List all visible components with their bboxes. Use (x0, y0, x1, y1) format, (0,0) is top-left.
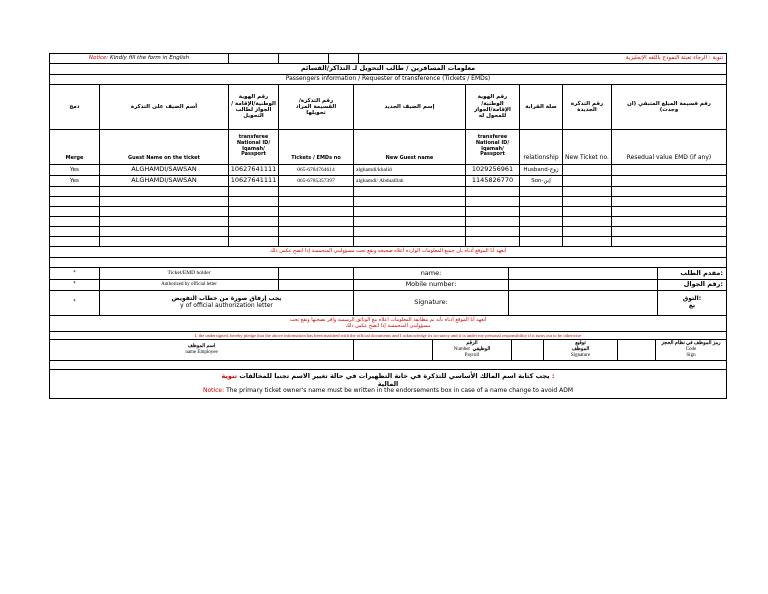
notice-row (49, 53, 727, 64)
payroll-ar-line2: الوظيفي (472, 347, 491, 353)
empty-cell[interactable] (50, 197, 99, 206)
cell-relationship[interactable]: Husband-زوج (519, 165, 562, 175)
header-transferee-id-ar: رقم الهوية الوطنية/الإقامة /الجواز لطالب التحويل (228, 85, 278, 129)
employee-name-en: name Employee (185, 350, 218, 355)
bottom-notice-ar-label: تنوية : (221, 372, 555, 381)
empty-cell[interactable] (99, 217, 228, 226)
notice-english-label: Notice: (88, 55, 109, 62)
bottom-notice-row (49, 370, 727, 399)
title-english: Passengers information / Requester of transference (Tickets / EMDs) (285, 75, 491, 83)
pledge-text: أتعهد أنا الموقع أدناه بأن جميع المعلومات الوارده أعلاه صحيحه وتقع تحت مسؤوليتي المتحمسة إذا اتضح عكس ذلك (269, 248, 507, 255)
employee-signature-label (543, 340, 617, 360)
verification-pledge-en-row (49, 332, 727, 340)
payroll-ar-line1: الرقم (466, 341, 478, 347)
table-row-empty (49, 227, 727, 237)
empty-cell[interactable] (353, 217, 465, 226)
booking-code-en-line2: Sign (686, 352, 696, 358)
empty-cell[interactable] (353, 197, 465, 206)
employee-signature-en: Signature (570, 352, 591, 358)
empty-cell[interactable] (519, 187, 562, 196)
cell-transferee-id[interactable]: 10627641111 (228, 165, 278, 175)
empty-cell[interactable] (278, 207, 353, 216)
employee-signature-input[interactable] (617, 340, 655, 360)
empty-cell[interactable] (519, 217, 562, 226)
title-arabic: معلومات المسافرين / طالب التحويل لـ التذاكر/القسائم (300, 64, 476, 73)
empty-cell[interactable] (99, 237, 228, 246)
empty-cell[interactable] (99, 197, 228, 206)
employee-signature-ar-line2: الموظف (571, 347, 590, 353)
empty-cell[interactable] (353, 237, 465, 246)
employee-name-ar: اسم الموظف (187, 344, 216, 350)
empty-cell (278, 280, 353, 290)
mark-asterisk: * (73, 269, 76, 276)
spacer-row (49, 361, 727, 370)
header-residual-en: Resedual value EMD (if any) (611, 129, 726, 164)
empty-cell (228, 54, 278, 63)
header-new-ticket-ar: رقم التذكرة الجديدة (562, 85, 611, 129)
booking-code-en-line1: Code (685, 347, 697, 353)
empty-cell[interactable] (611, 207, 726, 216)
header-new-guest-ar: إسم الضيف الجديد (353, 85, 465, 129)
header-tickets-ar: رقم التذكرة/القسيمة المراد تحويلها (278, 85, 353, 129)
empty-cell[interactable] (228, 227, 278, 236)
spacer-row (49, 258, 727, 268)
cell-residual[interactable] (611, 165, 726, 175)
cell-new-guest[interactable]: alghamdi/khalid (353, 165, 465, 175)
empty-cell[interactable] (519, 227, 562, 236)
cell-merge[interactable]: Yes (70, 166, 79, 173)
cell-new-id[interactable]: 1145826770 (465, 176, 519, 186)
empty-cell[interactable] (353, 187, 465, 196)
empty-cell[interactable] (562, 187, 611, 196)
empty-cell[interactable] (465, 187, 519, 196)
mobile-label-ar: رقم الجوال: (657, 280, 726, 290)
table-row-empty (49, 187, 727, 197)
verification-pledge-ar-line1: أتعهد أنا الموقع أدناه بأنه تم مطابقة المعلومات اعلاه مع الوثائق الرسمية واقر بصحتها وتقع تحت (289, 316, 487, 323)
bottom-notice-en-text: The primary ticket owner's name must be written in the endorsements box in case of a name change to avoid ADM (226, 387, 574, 395)
signature-label: Signature: (353, 291, 508, 315)
cell-new-guest[interactable]: alghamdi/ Abdualllah (353, 176, 465, 186)
notice-english-text: Kindly fill the form in English (110, 55, 190, 62)
ticket-holder-label: Ticket/EMD holder (99, 268, 278, 279)
name-input[interactable] (508, 268, 657, 279)
employee-name-input[interactable] (353, 340, 432, 360)
header-new-ticket-en: New Ticket no. (562, 129, 611, 164)
mark-asterisk: * (73, 299, 76, 306)
empty-cell[interactable] (50, 187, 99, 196)
payroll-en-line2: Payroll (464, 352, 480, 358)
notice-arabic: تنوية : الرجاء تعبئة النموذج باللغه الإنجليزية (358, 54, 726, 63)
empty-cell (328, 54, 358, 63)
empty-cell[interactable] (465, 217, 519, 226)
cell-residual[interactable] (611, 176, 726, 186)
verification-pledge-row (49, 316, 727, 332)
header-transferee-id-en: transferee National ID/ Iqamah/ Passport (228, 129, 278, 164)
empty-cell[interactable] (611, 227, 726, 236)
signature-label-ar-line2: يع (688, 302, 696, 309)
cell-merge[interactable]: Yes (70, 177, 79, 184)
employee-signature-ar-line1: توقيع (575, 341, 586, 347)
cell-relationship[interactable]: Son-إبن (519, 176, 562, 186)
column-header (49, 85, 727, 165)
header-relationship-en: relationship (519, 129, 562, 164)
bottom-notice-ar-line1: يجب كتابة اسم المالك الأساسي للتذكرة في خانة التظهيرات في حالة تغيير الاسم تجنبا للمخالفات (239, 372, 550, 381)
empty-cell[interactable] (50, 207, 99, 216)
booking-code-label (655, 340, 726, 360)
empty-cell[interactable] (611, 187, 726, 196)
header-residual-ar: رقم قسيمة المبلغ المتبقي (ان وجدت) (611, 85, 726, 129)
empty-cell[interactable] (278, 197, 353, 206)
bottom-notice (50, 370, 726, 398)
empty-cell[interactable] (519, 207, 562, 216)
header-tickets-en: Tickets / EMDs no (278, 129, 353, 164)
table-row-empty (49, 197, 727, 207)
header-new-id-en: transferee National ID/ Iqamah/ Passport (465, 129, 519, 164)
holder-row-mobile (49, 280, 727, 291)
title-arabic-row (49, 64, 727, 75)
title-english-row (49, 75, 727, 85)
attach-letter-en: y of official authorization letter (180, 302, 273, 309)
employee-name-label (50, 340, 353, 360)
booking-code-ar: رمز الموظف في نظام الحجز (661, 341, 721, 347)
transfer-request-form (49, 53, 727, 399)
empty-cell[interactable] (228, 197, 278, 206)
empty-cell[interactable] (278, 227, 353, 236)
empty-cell[interactable] (611, 217, 726, 226)
verification-pledge-en: I, the undersigned, hereby pledge that the above information has been matched with the official documents and I acknowledge its accuracy and it is under my personal responsibility if it turns out to be otherwise (194, 332, 582, 338)
table-row-empty (49, 207, 727, 217)
empty-cell[interactable] (278, 217, 353, 226)
verification-pledge-ar-line2: مسؤوليتي المتحمسة إذا اتضح عكس ذلك (345, 322, 431, 329)
empty-cell[interactable] (353, 227, 465, 236)
cell-guest-name[interactable]: ALGHAMDI/SAWSAN (99, 176, 228, 186)
signature-label-ar-line1: التوق: (682, 295, 702, 303)
empty-cell[interactable] (465, 227, 519, 236)
empty-cell[interactable] (353, 207, 465, 216)
empty-cell (278, 54, 328, 63)
empty-cell[interactable] (465, 207, 519, 216)
empty-cell[interactable] (228, 217, 278, 226)
empty-cell[interactable] (562, 207, 611, 216)
empty-cell[interactable] (465, 197, 519, 206)
attach-letter-ar: يجب إرفاق صورة من خطاب التفويض (171, 295, 282, 303)
empty-cell[interactable] (562, 227, 611, 236)
authorized-label: Authorized by official letter (99, 280, 278, 290)
header-new-id-ar: رقم الهوية الوطنية/الإقامة/الجواز للمحول له (465, 85, 519, 129)
header-divider (50, 129, 726, 130)
employee-row (49, 340, 727, 361)
name-label-ar: مقدم الطلب: (657, 268, 726, 279)
empty-cell[interactable] (228, 187, 278, 196)
cell-new-ticket[interactable] (562, 176, 611, 186)
empty-cell[interactable] (465, 237, 519, 246)
signature-label-ar (657, 291, 726, 315)
mark-asterisk: * (73, 281, 76, 288)
header-merge-ar: دمج (69, 103, 80, 110)
signature-input[interactable] (508, 291, 657, 315)
empty-cell[interactable] (99, 187, 228, 196)
empty-cell (278, 268, 353, 279)
empty-cell[interactable] (562, 237, 611, 246)
payroll-number-input[interactable] (511, 340, 543, 360)
cell-tickets[interactable]: 065-6784764614 (278, 165, 353, 175)
header-guest-name-en: Guest Name on the ticket (99, 129, 228, 164)
header-new-guest-en: New Guest name (353, 129, 465, 164)
empty-cell[interactable] (228, 207, 278, 216)
empty-cell[interactable] (228, 237, 278, 246)
header-merge-en: Merge (65, 155, 84, 162)
empty-cell[interactable] (611, 197, 726, 206)
header-relationship-ar: صلة القرابة (519, 85, 562, 129)
table-row (49, 165, 727, 176)
cell-transferee-id[interactable]: 10627641111 (228, 176, 278, 186)
empty-cell[interactable] (562, 197, 611, 206)
empty-cell[interactable] (50, 217, 99, 226)
name-label: name: (353, 268, 508, 279)
pledge-row (49, 247, 727, 258)
cell-tickets[interactable]: 065-6785357397 (278, 176, 353, 186)
attach-letter-notice (99, 291, 353, 315)
empty-cell[interactable] (99, 207, 228, 216)
empty-cell[interactable] (519, 197, 562, 206)
empty-cell[interactable] (50, 227, 99, 236)
holder-row-name (49, 268, 727, 280)
payroll-en-line1: Number (453, 347, 471, 353)
bottom-notice-en-label: Notice: (202, 387, 225, 395)
empty-cell[interactable] (50, 237, 99, 246)
payroll-number-label (432, 340, 511, 360)
mobile-input[interactable] (508, 280, 657, 290)
bottom-notice-ar-line2: المالية (377, 379, 399, 388)
table-row-empty (49, 237, 727, 247)
empty-cell[interactable] (562, 217, 611, 226)
empty-cell[interactable] (278, 187, 353, 196)
empty-cell[interactable] (278, 237, 353, 246)
verification-pledge-ar (50, 316, 726, 331)
empty-cell[interactable] (99, 227, 228, 236)
empty-cell[interactable] (611, 237, 726, 246)
header-guest-name-ar: أسم الضيف على التذكرة (99, 85, 228, 129)
cell-new-id[interactable]: 1029256961 (465, 165, 519, 175)
empty-cell[interactable] (519, 237, 562, 246)
table-row-empty (49, 217, 727, 227)
table-row (49, 176, 727, 187)
mobile-label: Mobile number: (353, 280, 508, 290)
cell-guest-name[interactable]: ALGHAMDI/SAWSAN (99, 165, 228, 175)
cell-new-ticket[interactable] (562, 165, 611, 175)
holder-row-signature (49, 291, 727, 316)
notice-english (50, 54, 228, 63)
